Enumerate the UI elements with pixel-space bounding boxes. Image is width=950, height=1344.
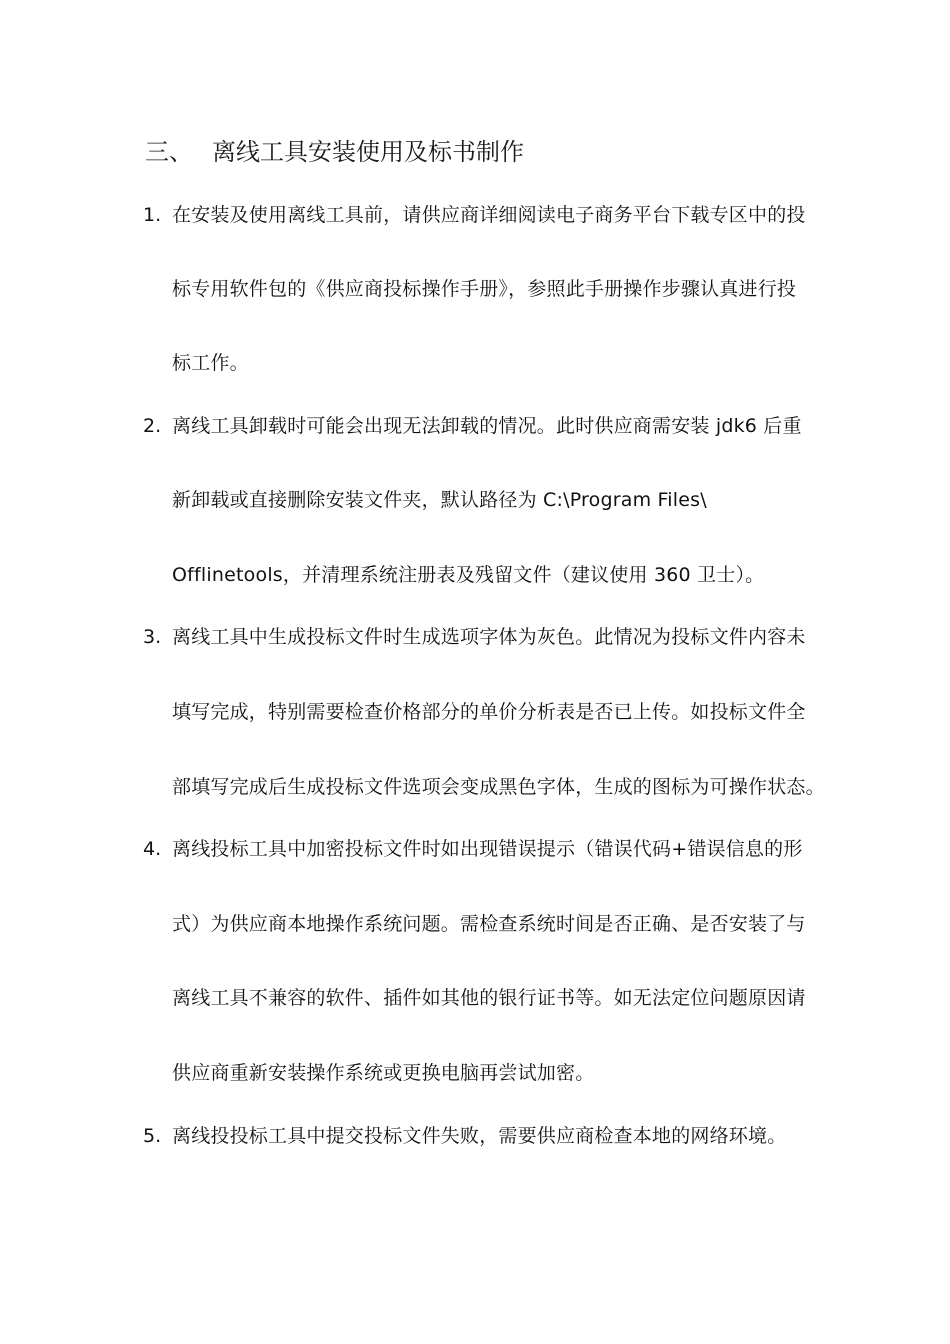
list-item-line: 标工作。 — [172, 352, 249, 374]
list-item-line: 部填写完成后生成投标文件选项会变成黑色字体，生成的图标为可操作状态。 — [172, 776, 825, 798]
section-number: 三、 — [145, 138, 193, 166]
list-item-line: Offlinetools，并清理系统注册表及残留文件（建议使用 360 卫士）。 — [172, 564, 765, 586]
list-item-line: 标专用软件包的《供应商投标操作手册》，参照此手册操作步骤认真进行投 — [172, 278, 797, 300]
section-title: 离线工具安装使用及标书制作 — [212, 138, 524, 166]
list-item-line: 离线投标工具中加密投标文件时如出现错误提示（错误代码+错误信息的形 — [172, 838, 803, 860]
list-item-line: 填写完成，特别需要检查价格部分的单价分析表是否已上传。如投标文件全 — [172, 701, 806, 723]
section-heading — [145, 134, 524, 170]
list-item-number: 3. — [143, 626, 162, 648]
list-item-line: 新卸载或直接删除安装文件夹，默认路径为 C:\Program Files\ — [172, 489, 707, 511]
list-item-line: 离线工具卸载时可能会出现无法卸载的情况。此时供应商需安装 jdk6 后重 — [172, 415, 802, 437]
list-item-line: 在安装及使用离线工具前，请供应商详细阅读电子商务平台下载专区中的投 — [172, 204, 806, 226]
list-item-number: 1. — [143, 204, 162, 226]
list-item-line: 离线工具中生成投标文件时生成选项字体为灰色。此情况为投标文件内容未 — [172, 626, 806, 648]
list-item-line: 供应商重新安装操作系统或更换电脑再尝试加密。 — [172, 1062, 595, 1084]
list-item-line: 离线工具不兼容的软件、插件如其他的银行证书等。如无法定位问题原因请 — [172, 987, 806, 1009]
list-item-number: 2. — [143, 415, 162, 437]
list-item-number: 5. — [143, 1125, 162, 1147]
list-item-line: 离线投投标工具中提交投标文件失败，需要供应商检查本地的网络环境。 — [172, 1125, 787, 1147]
list-item-line: 式）为供应商本地操作系统问题。需检查系统时间是否正确、是否安装了与 — [172, 913, 806, 935]
list-item-number: 4. — [143, 838, 162, 860]
